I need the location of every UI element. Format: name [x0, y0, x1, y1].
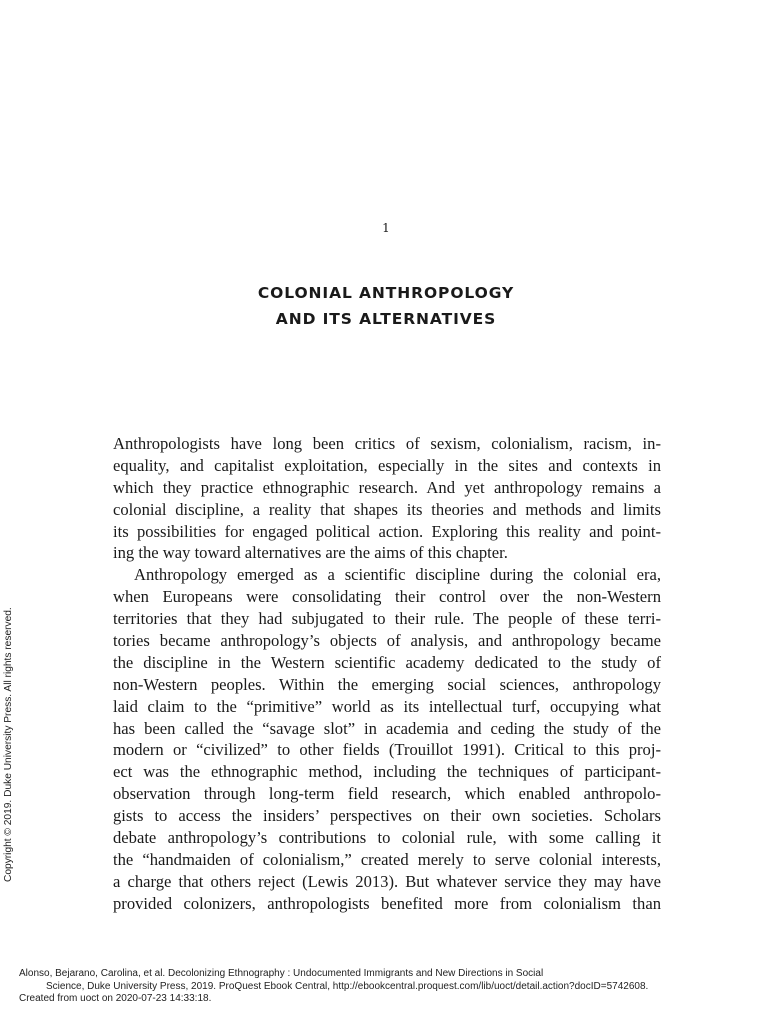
- body-line: colonial discipline, a reality that shapes its theories and methods and limits: [113, 499, 661, 519]
- body-line: ing the way toward alternatives are the aims of this chapter.: [113, 543, 508, 563]
- body-line: Anthropology emerged as a scientific discipline during the colonial era,: [134, 565, 661, 585]
- body-line: ect was the ethnographic method, including the techniques of participant-: [113, 762, 661, 782]
- body-line: equality, and capitalist exploitation, especially in the sites and contexts in: [113, 455, 661, 475]
- chapter-title: [0, 280, 768, 332]
- chapter-title-line-2: AND ITS ALTERNATIVES: [275, 310, 497, 328]
- body-line: territories that they had subjugated to their rule. The people of these terri-: [113, 609, 661, 629]
- side-copyright-notice: Copyright © 2019. Duke University Press. All rights reserved.: [3, 607, 14, 882]
- body-line: Anthropologists have long been critics of sexism, colonialism, racism, in-: [113, 434, 661, 453]
- body-line: laid claim to the “primitive” world as its intellectual turf, occupying what: [113, 696, 661, 716]
- footer-citation-line-2: Science, Duke University Press, 2019. ProQuest Ebook Central, http://ebookcentral.proquest.com/lib/uoct/detail.action?docID=5742608.: [46, 980, 649, 992]
- footer-citation: [19, 968, 648, 1006]
- chapter-title-line-1: COLONIAL ANTHROPOLOGY: [257, 284, 515, 302]
- body-line: observation through long-term field research, which enabled anthropolo-: [113, 784, 661, 804]
- body-line: tories became anthropology’s objects of analysis, and anthropology became: [113, 631, 661, 651]
- body-line: when Europeans were consolidating their control over the non-Western: [113, 587, 661, 607]
- page-number: 1: [382, 221, 390, 235]
- body-line: gists to access the insiders’ perspectives on their own societies. Scholars: [113, 806, 661, 826]
- body-line: its possibilities for engaged political action. Exploring this reality and point-: [113, 521, 661, 541]
- footer-citation-line-3: Created from uoct on 2020-07-23 14:33:18.: [19, 993, 212, 1004]
- footer-citation-line-1: Alonso, Bejarano, Carolina, et al. Decolonizing Ethnography : Undocumented Immigrants and New Directions in Social: [19, 968, 544, 979]
- body-line: debate anthropology’s contributions to colonial rule, with some calling it: [113, 828, 661, 848]
- body-line: which they practice ethnographic research. And yet anthropology remains a: [113, 477, 661, 497]
- body-text: [113, 433, 661, 915]
- body-line: a charge that others reject (Lewis 2013). But whatever service they may have: [113, 871, 661, 891]
- body-line: non-Western peoples. Within the emerging social sciences, anthropology: [113, 674, 661, 694]
- body-line: provided colonizers, anthropologists benefited more from colonialism than: [113, 893, 661, 913]
- body-line: has been called the “savage slot” in academia and ceding the study of the: [113, 718, 661, 738]
- body-line: the “handmaiden of colonialism,” created merely to serve colonial interests,: [113, 849, 661, 869]
- body-line: modern or “civilized” to other fields (Trouillot 1991). Critical to this proj-: [113, 740, 661, 760]
- body-line: the discipline in the Western scientific academy dedicated to the study of: [113, 652, 661, 672]
